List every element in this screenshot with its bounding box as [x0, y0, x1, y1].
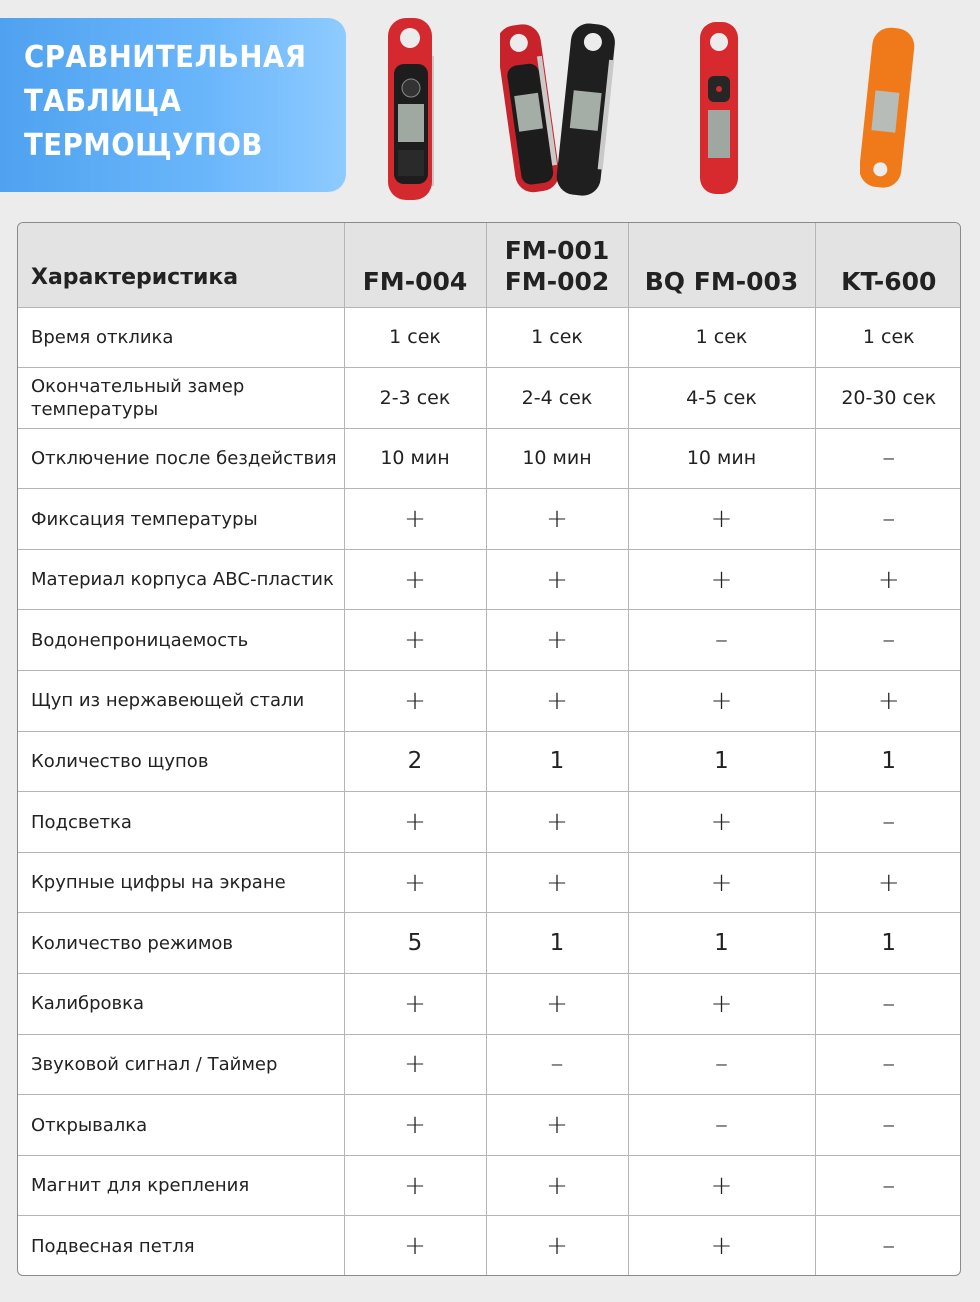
row-value-cell: 5 [344, 913, 486, 974]
row-value-cell: 10 мин [344, 428, 486, 489]
row-value-cell: 1 [815, 913, 961, 974]
row-feature-label: Материал корпуса АВС-пластик [18, 549, 344, 610]
row-value-cell: – [815, 1155, 961, 1216]
header-model-fm-004 [344, 223, 486, 307]
header-model-line: BQ FM-003 [644, 266, 799, 296]
row-value-cell: + [344, 671, 486, 732]
row-value-cell: – [815, 428, 961, 489]
table-row [18, 792, 961, 853]
row-value-cell: 4-5 сек [628, 368, 815, 429]
row-value-cell: – [815, 974, 961, 1035]
row-feature-label: Калибровка [18, 974, 344, 1035]
row-feature-label: Открывалка [18, 1095, 344, 1156]
row-value-cell: 1 сек [344, 307, 486, 368]
header-model-line: FM-004 [362, 266, 468, 296]
row-value-cell: + [344, 792, 486, 853]
product-image-fm-001-fm-002 [500, 18, 620, 198]
table-row [18, 913, 961, 974]
row-value-cell: 1 сек [486, 307, 628, 368]
banner-title-line-2: ТАБЛИЦА [24, 84, 182, 119]
row-value-cell: 2-3 сек [344, 368, 486, 429]
row-feature-label: Магнит для крепления [18, 1155, 344, 1216]
row-value-cell: + [344, 1034, 486, 1095]
row-value-cell: + [486, 549, 628, 610]
row-value-cell: 10 мин [628, 428, 815, 489]
row-feature-label: Фиксация температуры [18, 489, 344, 550]
row-value-cell: + [344, 1095, 486, 1156]
row-value-cell: 1 сек [628, 307, 815, 368]
header-model-line: FM-001 [504, 235, 610, 265]
row-feature-label: Подвесная петля [18, 1216, 344, 1276]
row-feature-label: Время отклика [18, 307, 344, 368]
table-row [18, 428, 961, 489]
row-value-cell: + [486, 1155, 628, 1216]
row-value-cell: + [344, 1155, 486, 1216]
table-row [18, 1034, 961, 1095]
row-value-cell: + [486, 974, 628, 1035]
row-feature-label: Количество щупов [18, 731, 344, 792]
row-value-cell: 2-4 сек [486, 368, 628, 429]
row-value-cell: + [628, 852, 815, 913]
row-value-cell: + [486, 1095, 628, 1156]
row-value-cell: + [344, 1216, 486, 1276]
row-value-cell: 1 [815, 731, 961, 792]
row-value-cell: + [815, 671, 961, 732]
row-value-cell: + [344, 549, 486, 610]
row-feature-label: Крупные цифры на экране [18, 852, 344, 913]
header-model-fm-001-fm-002 [486, 223, 628, 307]
table-row [18, 368, 961, 429]
row-value-cell: – [486, 1034, 628, 1095]
row-value-cell: – [815, 1034, 961, 1095]
row-value-cell: 1 [486, 913, 628, 974]
row-value-cell: + [628, 489, 815, 550]
row-feature-label: Окончательный замер температуры [18, 368, 344, 429]
product-image-bq-fm-003 [696, 20, 744, 198]
row-value-cell: – [815, 489, 961, 550]
row-value-cell: + [486, 610, 628, 671]
row-feature-label: Щуп из нержавеющей стали [18, 671, 344, 732]
banner-title-line-3: ТЕРМОЩУПОВ [24, 128, 263, 163]
row-value-cell: + [628, 792, 815, 853]
row-value-cell: 1 [628, 731, 815, 792]
row-value-cell: + [344, 610, 486, 671]
table-row [18, 549, 961, 610]
row-value-cell: + [486, 489, 628, 550]
row-value-cell: + [628, 671, 815, 732]
header-model-bq-fm-003 [628, 223, 815, 307]
header-model-kt-600 [815, 223, 961, 307]
row-value-cell: + [344, 489, 486, 550]
row-value-cell: + [628, 974, 815, 1035]
table-row [18, 974, 961, 1035]
table-row [18, 1095, 961, 1156]
title-banner [0, 18, 346, 192]
row-value-cell: – [815, 1095, 961, 1156]
row-value-cell: + [344, 974, 486, 1035]
row-value-cell: – [628, 1095, 815, 1156]
row-feature-label: Водонепроницаемость [18, 610, 344, 671]
row-value-cell: – [815, 1216, 961, 1276]
row-value-cell: + [628, 549, 815, 610]
row-value-cell: – [628, 610, 815, 671]
row-value-cell: + [486, 671, 628, 732]
row-value-cell: 1 [486, 731, 628, 792]
row-value-cell: + [628, 1216, 815, 1276]
table-row [18, 307, 961, 368]
table-row [18, 852, 961, 913]
banner-title-line-1: СРАВНИТЕЛЬНАЯ [24, 40, 307, 75]
row-value-cell: + [815, 549, 961, 610]
table-row [18, 1155, 961, 1216]
row-value-cell: 2 [344, 731, 486, 792]
product-image-fm-004 [384, 16, 444, 206]
header-model-line: FM-002 [504, 266, 610, 296]
comparison-table [17, 222, 961, 1276]
table-row [18, 671, 961, 732]
header-model-line: KT-600 [841, 266, 937, 296]
row-feature-label: Количество режимов [18, 913, 344, 974]
row-value-cell: + [486, 1216, 628, 1276]
row-feature-label: Отключение после бездействия [18, 428, 344, 489]
header-feature: Характеристика [18, 223, 344, 307]
row-value-cell: 10 мин [486, 428, 628, 489]
row-value-cell: 1 [628, 913, 815, 974]
row-feature-label: Звуковой сигнал / Таймер [18, 1034, 344, 1095]
table-row [18, 731, 961, 792]
row-value-cell: + [344, 852, 486, 913]
table-row [18, 489, 961, 550]
row-value-cell: – [815, 610, 961, 671]
row-value-cell: – [815, 792, 961, 853]
row-value-cell: 1 сек [815, 307, 961, 368]
row-value-cell: + [486, 852, 628, 913]
row-value-cell: + [628, 1155, 815, 1216]
row-value-cell: – [628, 1034, 815, 1095]
row-value-cell: 20-30 сек [815, 368, 961, 429]
table-row [18, 610, 961, 671]
row-value-cell: + [815, 852, 961, 913]
table-header-row [18, 223, 961, 307]
row-feature-label: Подсветка [18, 792, 344, 853]
table-row [18, 1216, 961, 1276]
product-image-kt-600 [860, 20, 920, 192]
row-value-cell: + [486, 792, 628, 853]
